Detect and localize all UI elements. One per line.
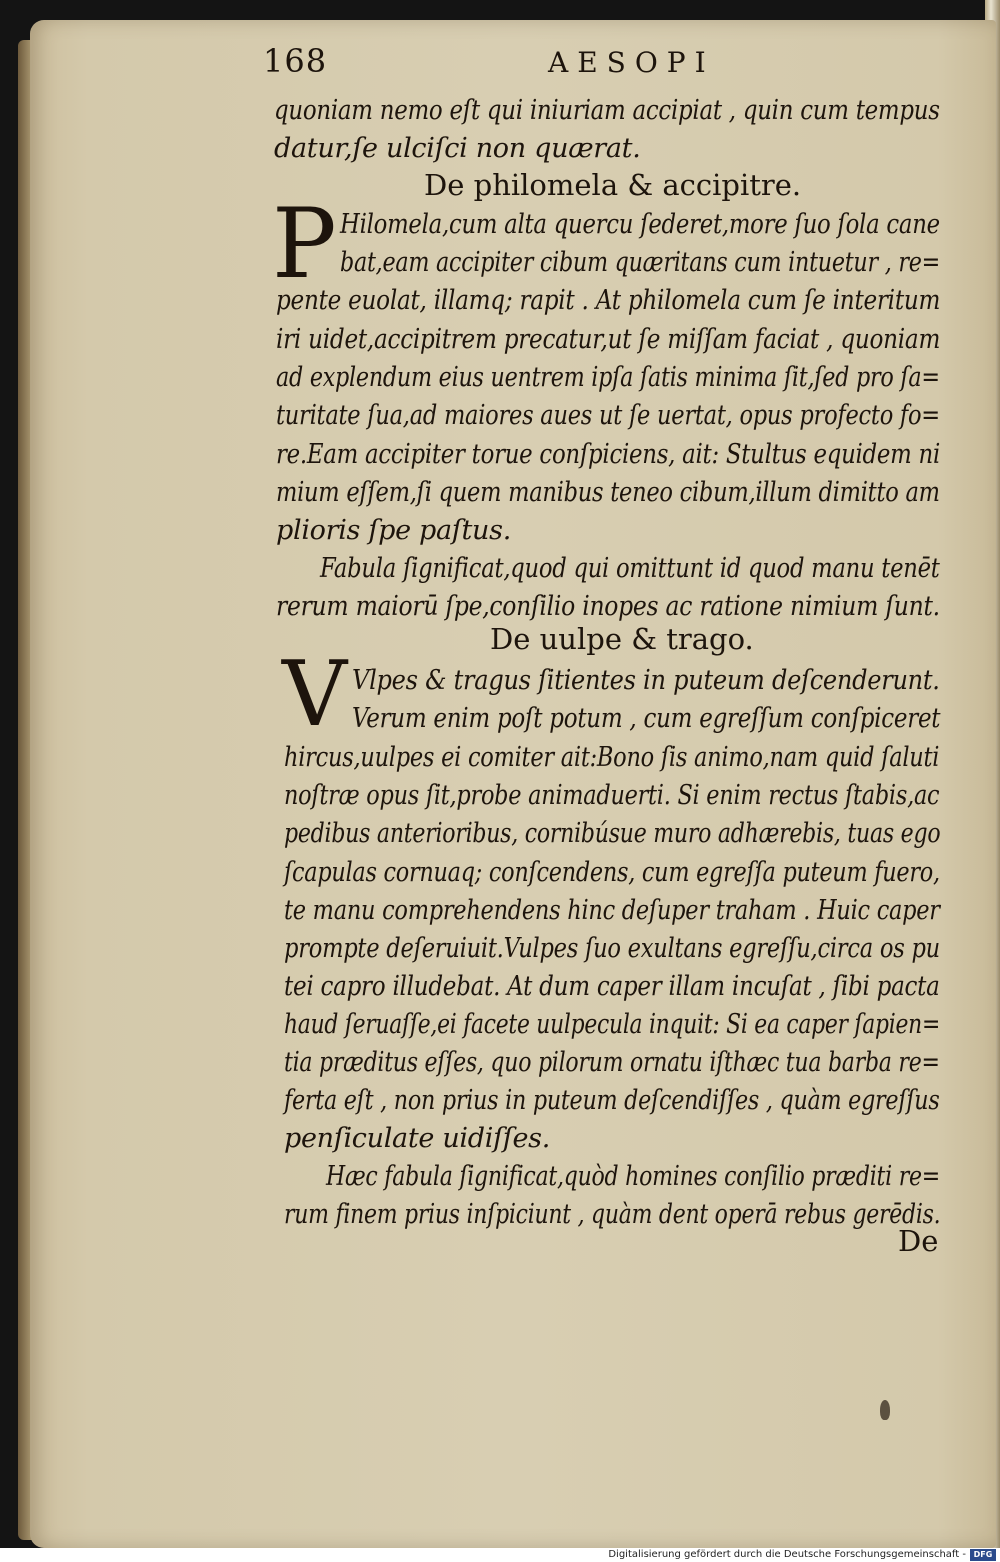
moral-line: rum finem prius inſpiciunt , quàm dent operā rebus gerēdis. [284, 1199, 941, 1230]
moral-line: rerum maiorū ſpe,conſilio inopes ac ratione nimium ſunt. [276, 591, 940, 622]
footer-credit: Digitalisierung gefördert durch die Deutsche Forschungsgemeinschaft - [608, 1549, 966, 1560]
moral-line: Fabula ſignificat,quod qui omittunt id quod manu tenēt [320, 553, 940, 584]
text-line: hircus,uulpes ei comiter ait:Bono ſis animo,nam quid ſaluti [284, 742, 940, 773]
text-line: pedibus anterioribus, cornibúsue muro adhærebis, tuas ego [284, 818, 941, 849]
text-line: turitate ſua,ad maiores aues ut ſe uertat, opus profecto fo= [276, 400, 940, 431]
text-line: noſtræ opus ſit,probe animaduerti. Si enim rectus ſtabis,ac [284, 780, 940, 811]
text-line: Vlpes & tragus ſitientes in puteum deſcenderunt. [352, 665, 940, 696]
text-line: re.Eam accipiter torue conſpiciens, ait: Stultus equidem ni [276, 439, 941, 470]
text-line: Hilomela,cum alta quercu ſederet,more ſuo ſola cane [340, 209, 940, 240]
drop-cap-initial: P [272, 188, 337, 300]
drop-cap-initial: V [282, 642, 347, 747]
running-title: AESOPI [548, 46, 715, 79]
text-line: ferta eſt , non prius in puteum deſcendiſſes , quàm egreſſus [284, 1085, 940, 1116]
text-line: datur,ſe ulciſci non quærat. [274, 133, 641, 164]
text-line: ſcapulas cornuaq; conſcendens, cum egreſſa puteum fuero, [284, 857, 940, 888]
text-line: penſiculate uidiſſes. [284, 1123, 550, 1154]
text-line: tia præditus eſſes, quo pilorum ornatu iſthæc tua barba re= [284, 1047, 940, 1078]
text-line: plioris ſpe paſtus. [276, 515, 511, 546]
text-line: bat,eam accipiter cibum quæritans cum intuetur , re= [340, 247, 940, 278]
dfg-logo-icon: DFG [970, 1549, 996, 1561]
ink-stain [880, 1400, 890, 1420]
text-line: prompte deſeruiuit.Vulpes ſuo exultans egreſſu,circa os pu [284, 933, 940, 964]
text-line: quoniam nemo eſt qui iniuriam accipiat , quin cum tempus [274, 95, 940, 126]
moral-line: Hæc fabula ſignificat,quòd homines conſilio præditi re= [326, 1161, 941, 1192]
fable-heading: De philomela & accipitre. [424, 168, 802, 202]
catchword: De [898, 1224, 939, 1258]
text-line: Verum enim poſt potum , cum egreſſum conſpiceret [352, 703, 941, 734]
text-line: tei capro illudebat. At dum caper illam incuſat , ſibi pacta [284, 971, 940, 1002]
text-line: te manu comprehendens hinc deſuper traham . Huic caper [284, 895, 940, 926]
text-line: mium eſſem,ſi quem manibus teneo cibum,illum dimitto am [276, 477, 940, 508]
text-line: ad explendum eius uentrem ipſa ſatis minima ſit,ſed pro ſa= [276, 362, 940, 393]
page-number: 168 [263, 42, 328, 80]
fable-heading: De uulpe & trago. [490, 622, 754, 656]
text-line: haud ſeruaſſe,ei facete uulpecula inquit: Si ea caper ſapien= [284, 1009, 940, 1040]
text-line: iri uidet,accipitrem precatur,ut ſe miſſam faciat , quoniam [276, 324, 941, 355]
text-line: pente euolat, illamq; rapit . At philomela cum ſe interitum [276, 285, 941, 316]
